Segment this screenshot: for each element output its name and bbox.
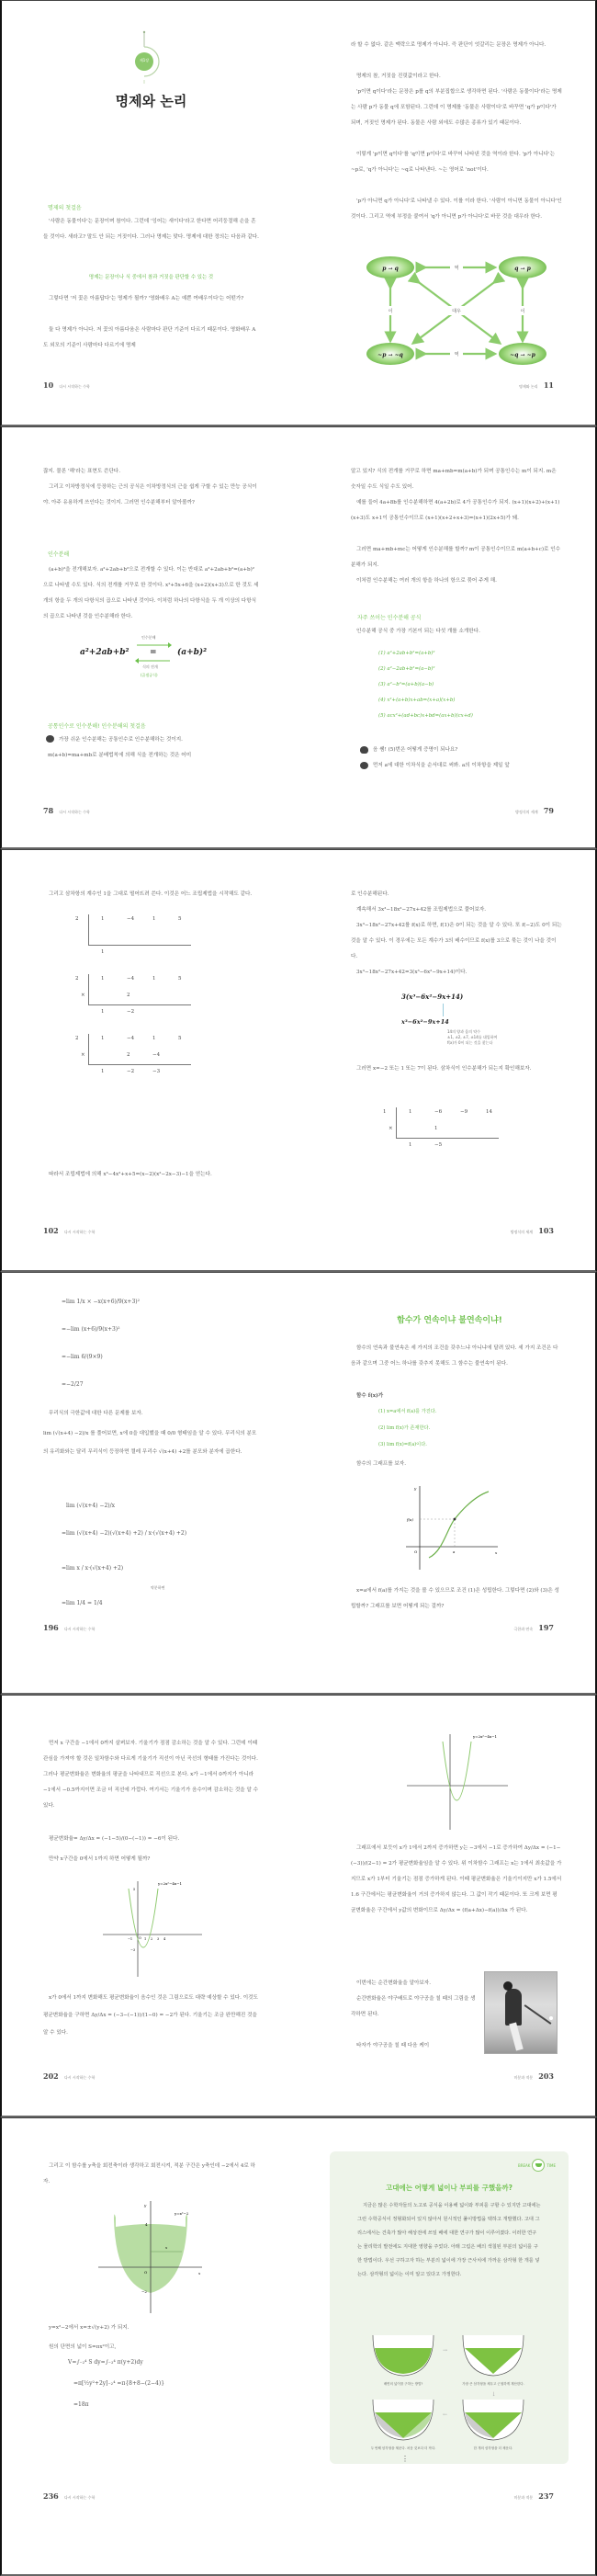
dialogue-line: 먼저 a에 대한 이차식을 순서대로 써봐. a의 이차항을 제일 앞 [373,763,510,768]
page-number: 202 [43,2071,59,2081]
step-caption: 가장 큰 삼각형을 채우고 근접하게 계산한다. [462,2382,524,2386]
node-label: ~q → ~p [510,352,535,358]
axis-tick: −1 [128,1937,133,1941]
continuation-ellipsis: ⋮ [401,2455,409,2463]
a-label: a [453,1549,456,1554]
result: 1 [409,1142,412,1148]
page-197 [300,1273,597,1693]
page-78 [2,427,300,847]
paragraph: '사람은 동물이다'는 문장이며 참이다. 그런데 '잉어는 새이다'라고 한다면 어리둥절해 손을 흔들 것이다. 새라고? 말도 안 되는 거짓이다. 그러나 명제는 맞다. 명제에 대한 정의는 다음과 같다. [43,219,259,240]
paragraph: 그리고 삼차항의 계수인 1을 그대로 떨어뜨려 쓴다. 이것은 어느 조립제법을 시작해도 같다. [49,891,253,897]
boat-step-4 [373,2400,434,2440]
spread-202-203 [0,1695,597,2117]
paragraph: x=a에서 f(a)를 가지는 것을 볼 수 있으므로 조건 (1)은 성립한다. 그렇다면 (2)와 (3)은 성립할까? 그래프를 보면 어떻게 되는 걸까? [351,1588,559,1609]
folio [515,806,558,815]
parabola-graph [401,1731,512,1832]
teacher-avatar [360,762,368,769]
condition-item: (2) lim f(x)가 존재한다. [378,1425,431,1431]
product: 2 [127,1052,130,1058]
limit-step: =lim (√(x+4) −2)(√(x+4) +2) / x·(√(x+4) +2) [62,1530,187,1537]
paragraph: 그렇다면 '저 꽃은 아름답다'는 명제가 될까? '영화배우 A는 예쁜 여배우이다'는 어떤가? [49,296,244,301]
parabola-curve [129,1889,158,1947]
limit-step: =−lim (x+6)/9(x+3)² [62,1326,120,1333]
paragraph: 평균변화율= Δy/Δx = (−1−5)/(0−(−1)) = −6이 된다. [49,1836,180,1842]
running-head: 다시 시작하는 수학 [63,1230,96,1234]
synthetic-division-table [75,1034,195,1084]
divisor: 1 [383,1109,387,1115]
page-11 [300,1,597,425]
running-head: 다시 시작하는 수학 [59,810,90,814]
paragraph: 둘 다 명제가 아니다. 저 꽃의 아름다움은 사람마다 판단 기준이 다르기 때문이다. 영화배우 A도 외모의 기준이 사람마다 다르기에 명제 [43,327,256,348]
formula-item: (5) acx²+(ad+bc)x+bd=(ax+b)(cx+d) [378,713,473,719]
limit-step: =−2/27 [62,1381,84,1388]
proposition-diagram [365,251,548,370]
integral-step: =π[½y²+2y]₋₂⁴ =π{8+8−(2−4)} [73,2380,165,2387]
student-avatar [360,746,368,754]
curve-label: y=2x²−4x−1 [473,1734,498,1739]
badge-time: TIME [546,2162,556,2168]
boat-step-2 [463,2335,524,2376]
coefficient: 1 [101,976,105,982]
page-10 [2,1,300,425]
formula-lhs: a²+2ab+b² [80,648,130,657]
parabola-graph [103,1878,204,1979]
boat-step-1 [373,2335,434,2376]
node-label: ~p → ~q [377,352,403,358]
paragraph: 함수의 그래프를 보자. [356,1461,406,1467]
paragraph: y=x²−2에서 x=±√(y+2) 가 되지. [49,2325,130,2331]
formula-bottom-label: 식의 전개 [142,664,158,669]
edge-label-converse: 역 [454,352,459,357]
break-time-badge [518,2159,556,2172]
folio [513,2491,558,2501]
page-202 [2,1696,300,2116]
node-label: q → p [514,266,531,272]
factor-note: f(x)가 0이 되는 것을 찾는다 [447,1040,493,1045]
factor-inner: x³−6x²−9x+14 [401,1018,449,1026]
formula-item: (4) x²+(a+b)x+ab=(x+a)(x+b) [378,698,456,703]
running-head: 다시 시작하는 수학 [63,1627,96,1631]
node-label: p → q [382,266,399,272]
axis-tick: 5 [133,1888,136,1891]
paragraph: 인수분해 공식 중 가장 기본이 되는 다섯 개를 소개한다. [356,629,480,634]
axis-tick: −3 [130,1948,136,1952]
page-number: 79 [543,806,554,815]
radius-label: x [165,2245,168,2250]
folio [513,2071,558,2081]
origin-label: O [414,1549,418,1554]
box-title: 고대에는 어떻게 넓이나 부피를 구했을까? [386,2184,513,2192]
page-203 [300,1696,597,2116]
tick-label-top: 4 [145,2222,148,2227]
page-number: 11 [543,380,554,390]
page-number: 197 [538,1623,554,1632]
page-237 [300,2118,597,2574]
product: −4 [152,1052,161,1058]
formula-top-label: 인수분해 [141,635,156,640]
paragraph: 계속해서 3x³−18x²−27x+42를 조립제법으로 풀어보자. [356,907,487,913]
coefficient: −4 [127,916,135,922]
page-number: 103 [538,1226,554,1235]
limit-step: =lim 1/x × −x(x+6)/9(x+3)² [62,1299,141,1305]
formula-block [80,635,227,677]
folio [513,1623,558,1632]
paragraph: 함수의 연속과 불연속은 세 가지의 조건을 갖추느냐 아니냐에 달려 있다. 세 가지 조건은 다음과 같으며 그중 어느 하나를 갖추지 못해도 그 함수는 불연속이 된다. [351,1345,558,1367]
paragraph: 만약 x구간을 0에서 1까지 하면 어떻게 될까? [49,1856,151,1862]
chapter-badge: 제1장 [139,58,150,62]
paragraph: 이렇게 'p이면 q이다'를 'q이면 p이다'로 바꾸어 나타낸 것을 역이라 한다. 'p가 아니다'는 ~p로, 'q가 아니다'는 ~q로 나타낸다. ~는 영어로 'not'이다. [351,152,555,173]
limit-step: =lim x / x·(√(x+4) +2) [62,1565,124,1572]
folio [43,806,90,815]
synthetic-division-table [383,1107,502,1158]
axis-label-y: y [414,1486,417,1491]
page-103 [300,850,597,1270]
running-head: 미분과 적분 [513,2075,534,2080]
factor-box [401,993,539,1057]
spread-196-197 [0,1272,597,1695]
paragraph: 예를 들어 4a+8b를 인수분해하면 4(a+2b)로 4가 공통인수가 되지. (x+1)(x+2)+(x+1)(x+3)도 x+1이 공통인수이므로 (x+1)(x+2+x+3)=(x+1)(2x+5)가 돼. [351,500,560,521]
badge-break: BREAK [517,2162,531,2168]
limit-step: lim (√(x+4) −2)/x [66,1503,116,1509]
formula-equals: = [150,648,157,657]
limit-step: =−lim 6/(9×9) [62,1354,103,1360]
paragraph: 그리고 이차방정식에 등장하는 근의 공식은 이차방정식의 근을 쉽게 구할 수 있는 만능 공식이야. 아주 유용하게 쓰인다는 것이지. 그러면 인수분해부터 알아볼까? [43,484,257,505]
teacher-avatar [46,735,54,743]
axis-tick: 4 [163,1937,166,1941]
product: 1 [434,1126,438,1131]
paragraph: 그러면 ma+mb+mc는 어떻게 인수분해를 할까? m이 공통인수이므로 m(a+b+c)로 인수분해가 되지. [351,547,561,568]
coefficient: 1 [152,976,156,982]
paragraph: 그래프에서 보듯이 x가 1에서 2까지 증가하면 y는 −3에서 −1로 증가하여 Δy/Δx = (−1−(−3))/(2−1) = 2가 평균변화율임을 알 수 있다. 위 이차함수 그래프는 x는 1에서 최솟값을 가지므로 x가 1부터 기울기는 점점 증가하게 된다. 이때 평균변화율은 기울기이지만 x가 1.5에서 1.6 구간에서는 평균변화율이 거의 증가하지 않는다. 그 값이 작기 때문이다. 또 크게 보면 평균변화율은 구간에서 y값의 변화이므로 Δy/Δx = (f(a+Δx)−f(a))/Δx 가 된다. [351,1845,562,1913]
result: 1 [101,949,105,955]
dialogue-line: m(a+b)=ma+mb로 분배법칙에 의해 식을 전개하는 것은 어미 [48,753,192,758]
multiply-sign: × [389,1126,393,1131]
axis-tick: 3 [157,1937,160,1941]
origin-label: O [144,2270,148,2275]
folio [43,2491,95,2501]
continuity-graph [401,1482,502,1574]
page-number: 10 [43,380,54,390]
running-head: 방정식의 세계 [515,810,538,814]
paragraph: 3x³−18x²−27x+42를 f(x)로 하면, f(1)은 0이 되는 것을 알 수 있다. 또 f(−2)도 0이 되는 것을 알 수 있다. 이 경우에는 모든 계수가 3의 배수이므로 f(x)를 3으로 묶는 것이 나을 것이다. [351,923,562,959]
boat-step-3 [463,2400,524,2440]
paragraph: 함수 f(x)가 [356,1393,384,1399]
paragraph: 먼저 x 구간을 −1에서 0까지 살펴보자. 기울기가 점점 감소하는 것을 알 수 있다. 그런데 이때 관심을 가져야 할 것은 일차함수와 다르게 기울기가 직선이 아닌 곡선의 형태를 가진다는 것이다. 그러나 평균변화율은 변화율의 평균을 나타내므로 직선으로 본다. x가 −1에서 0까지가 아니라 −1에서 −0.5까지이면 조금 더 직선에 가깝다. 여기서는 기울기가 음수이며 감소하는 것을 알 수 있다. [43,1741,259,1809]
condition-item: (3) lim f(x)=f(a)이다. [378,1442,427,1447]
curve-label: y=x²−2 [175,2211,189,2216]
paragraph: 'p이면 q이다'라는 문장은 p를 q의 부분집합으로 생각하면 된다. '사람은 동물이다'라는 명제는 사람 p가 동물 q에 포함된다. 그런데 이 명제를 '동물은 사람이다'로 바꾸면 'q가 p이다'가 되며, 거짓인 명제가 된다. 동물은 사람 외에도 수많은 종류가 있기 때문이다. [351,89,562,126]
coefficient: −6 [434,1109,443,1115]
paragraph: 잖지. 물론 '해'라는 표현도 쓴단다. [43,469,120,474]
page-102 [2,850,300,1270]
coefficient: −9 [460,1109,468,1115]
section-heading: 인수분해 [48,551,70,558]
page-236 [2,2118,300,2574]
axis-tick: 2 [151,1937,153,1941]
cup-icon [532,2159,545,2172]
paragraph: 원의 단면의 넓이 S=πx²이고, [49,2344,117,2350]
coefficient: 5 [178,916,182,922]
function-curve [429,1492,489,1558]
synthetic-division-table [75,914,195,965]
parabola-curve [443,1742,471,1800]
axis-tick: O [139,1936,141,1940]
dialogue-line: 가장 쉬운 인수분해는 공통인수로 인수분해하는 것이지. [59,737,183,743]
result: −5 [434,1142,443,1148]
axis-label-x: x [198,2271,201,2275]
paragraph: 그리고 이 함수를 y축을 회전축이라 생각하고 회전시켜, 적분 구간은 y축인데 −2에서 4로 하자. [43,2163,255,2184]
folio [519,380,558,390]
factor-note: 14의 양과 음의 약수 [447,1029,480,1034]
curve-label: y=2x²−4x−1 [158,1881,183,1886]
coefficient: 1 [152,916,156,922]
coefficient: −4 [127,1036,135,1041]
formula-caption: (곱셈공식) [141,673,158,677]
edge-label-contrapositive: 대우 [452,309,461,314]
running-head: 미분과 적분 [513,2495,534,2500]
coefficient: 5 [178,1036,182,1041]
integral-step: =18π [73,2401,89,2408]
divisor: 2 [75,976,79,982]
section-heading: 명제의 첫걸음 [48,205,82,211]
step-caption: 두 번째 삼각형을 채운다. 처음 것보다 더 작다. [371,2446,436,2450]
folio [43,380,90,390]
result: −2 [127,1069,135,1074]
fa-label: f(a) [407,1517,413,1522]
axis-label-y: y [144,2203,147,2207]
spread-236-237 [0,2117,597,2576]
section-title: 함수가 연속이냐 불연속이냐! [397,1316,502,1325]
condition-item: (1) x=a에서 f(a)를 가진다. [378,1409,437,1414]
running-head: 방정식의 세계 [510,1230,534,1234]
break-time-box [330,2151,569,2464]
paragraph: 명제의 참, 거짓을 진릿값이라고 한다. [356,74,441,79]
folio [43,2071,95,2081]
running-head: 극한과 연속 [513,1627,534,1631]
rotation-graph [94,2201,213,2316]
running-head: 다시 시작하는 수학 [63,2075,96,2080]
multiply-sign: × [81,1052,85,1058]
axis-tick: 1 [144,1937,147,1941]
coefficient: 14 [486,1109,492,1115]
dialogue-line: 음 쌤! (5)번은 어떻게 증명이 되나요? [373,747,458,753]
page-79 [300,427,597,847]
page-number: 203 [538,2071,554,2081]
coefficient: 1 [409,1109,412,1115]
synthetic-division-table [75,974,195,1025]
folio [43,1226,95,1235]
paragraph: 그러면 x=−2 또는 1 또는 7이 된다. 삼차식이 인수분해가 되는지 확인해보자. [356,1066,532,1072]
paragraph: 라 할 수 없다. 같은 맥락으로 명제가 아니다. 즉 판단이 엇갈리는 문장은 명제가 아니다. [351,42,546,48]
definition-callout: 명제는 문장이나 식 중에서 참과 거짓을 판단할 수 있는 것 [88,275,214,280]
formula-item: (1) a²+2ab+b²=(a+b)² [378,651,435,656]
paragraph: 이처럼 인수분해는 여러 개의 항을 하나의 항으로 묶어 주게 해. [356,578,497,584]
folio [43,1623,95,1632]
paragraph: 순간변화율은 야구배트로 야구공을 칠 때의 그림을 생각하면 된다. [351,1996,476,2017]
running-head: 명제와 논리 [519,384,538,389]
spread-10-11 [0,0,597,426]
page-number: 237 [538,2491,554,2501]
formula-item: (3) a²−b²=(a+b)(a−b) [378,682,434,687]
paragraph: lim (√(x+4) −2)/x 를 풀어보면, x에 0을 대입했을 때 0/0 형태임을 알 수 있다. 무리식의 분모의 유리화와는 달리 무리식이 등장하면 켤레 무리수 √(x+4) +2를 분모와 분자에 곱한다. [43,1431,257,1455]
divisor: 2 [75,1036,79,1041]
formula-list [378,646,473,724]
arrow-left: ← [443,2411,448,2418]
page-number: 78 [43,806,54,815]
paragraph: 무리식의 극한값에 대한 다른 문제를 보자. [49,1411,143,1416]
coefficient: 1 [101,916,105,922]
folio [511,1226,558,1235]
paragraph: 3x³−18x²−27x+42=3(x³−6x²−9x+14)이다. [356,970,467,975]
axis-label-x: x [495,1550,498,1555]
spread-102-103 [0,849,597,1272]
factor-note: ±1, ±2, ±7, ±14를 대입하여 [447,1035,498,1039]
paragraph: 알고 있지? 식의 전개를 거꾸로 하면 ma+mb=m(a+b)가 되며 공통인수는 m이 되지. m은 숫자일 수도 식일 수도 있어. [351,469,557,490]
arrow-right: → [443,2347,448,2354]
edge-label-inverse: 이 [520,309,525,314]
product: 2 [127,993,130,998]
box-paragraph: 지금은 많은 수학자들의 노고로 공식을 이용해 넓이와 부피를 구할 수 있지만 고대에는 그런 수학공식이 정형화되어 있지 않아서 원시적인 풀이방법을 택하고 개발했다. 고대 그리스에서는 건축가 많아 해상전에 쓰일 배에 대한 연구가 많이 이루어졌다. 이러한 연구는 물리학의 발전에도 지대한 영향을 주었다. 아래 그림은 배의 색칠된 부분의 넓이를 구한 방법이다. 우선 구하고자 하는 부분의 넓이에 가장 근사치에 가까운 삼각형 한 개를 넣는다. 삼각형의 넓이는 이미 알고 있다고 가정한다. [357,2203,541,2277]
paragraph: x가 0에서 1까지 변화해도 평균변화율이 음수인 것은 그림으로도 대략 예상할 수 있다. 이것도 평균변화율을 구하면 Δy/Δx = (−3−(−1))/(1−0) = −2가 된다. 기울기는 조금 완만해진 것을 알 수 있다. [43,1995,258,2036]
coefficient: 5 [178,976,182,982]
paragraph: 'p가 아니면 q가 아니다'로 나타낼 수 있다. 이를 이라 한다. '사람이 아니면 동물이 아니다'인 것이다. 그리고 역에 부정을 붙여서 'q가 아니면 p가 아니다'로 바꾼 것을 대우라 한다. [351,199,562,220]
conditions-list [378,1403,436,1453]
coefficient: 1 [152,1036,156,1041]
point-a [454,1518,456,1521]
paragraph: (a+b)²을 전개해보자. a²+2ab+b²으로 전개할 수 있다. 이는 반대로 a²+2ab+b²=(a+b)²으로 나타낼 수도 있다. 식의 전개를 거꾸로 한 것이다. x²+5x+6을 (x+2)(x+3)으로 한 것도 세 개의 항을 두 개의 다항식의 곱으로 나타낸 것이다. 이처럼 하나의 다항식을 두 개 이상의 다항식의 곱으로 나타낸 것을 인수분해라 한다. [43,567,259,619]
section-heading: 공통인수로 인수분해! 인수분해의 첫걸음 [48,723,146,730]
running-head: 다시 시작하는 수학 [63,2495,96,2500]
tick-label-bottom: −2 [141,2289,147,2294]
running-head: 다시 시작하는 수학 [59,384,90,389]
paragraph: 타자가 야구공을 칠 때 다음 케이 [356,2043,430,2048]
coefficient: 1 [101,1036,105,1041]
edge-label-converse: 역 [454,266,459,271]
page-number: 236 [43,2491,59,2501]
divisor: 2 [75,916,79,922]
paragraph: 이번에는 순간변화율을 알아보자. [356,1980,431,1986]
result: 1 [101,1009,105,1015]
chapter-title: 명제와 논리 [115,93,187,109]
integral-step: V=∫₋₂⁴ S dy=∫₋₂⁴ π(y+2)dy [68,2359,143,2366]
limit-step: =lim 1/4 = 1/4 [62,1600,103,1606]
coefficient: −4 [127,976,135,982]
result: 1 [101,1069,105,1074]
formula-item: (2) a²−2ab+b²=(a−b)² [378,666,435,672]
baseball-batter-photo [484,1971,558,2054]
boat-area-diagram [371,2335,536,2455]
section-heading: 자주 쓰이는 인수분해 공식 [357,615,422,621]
annotation: 약분하면 [151,1585,165,1590]
edge-label-inverse: 이 [388,309,393,314]
multiply-sign: × [81,993,85,998]
step-caption: 한 개의 삼각형을 더 채운다. [473,2446,513,2450]
page-number: 196 [43,1623,59,1632]
paragraph: 로 인수분해된다. [351,891,389,897]
paragraph: 따라서 조립제법에 의해 x³−4x²+x+5=(x−2)(x²−2x−3)−1을 얻는다. [49,1172,212,1177]
formula-rhs: (a+b)² [177,648,208,657]
arrow-down: ↓ [491,2391,497,2398]
factor-outer: 3(x³−6x²−9x+14) [401,993,464,1001]
result: −2 [127,1009,135,1015]
page-number: 102 [43,1226,59,1235]
step-caption: 배면의 넓이를 구하는 방법? [383,2382,423,2386]
result: −3 [152,1069,161,1074]
spread-78-79 [0,426,597,849]
page-196 [2,1273,300,1693]
